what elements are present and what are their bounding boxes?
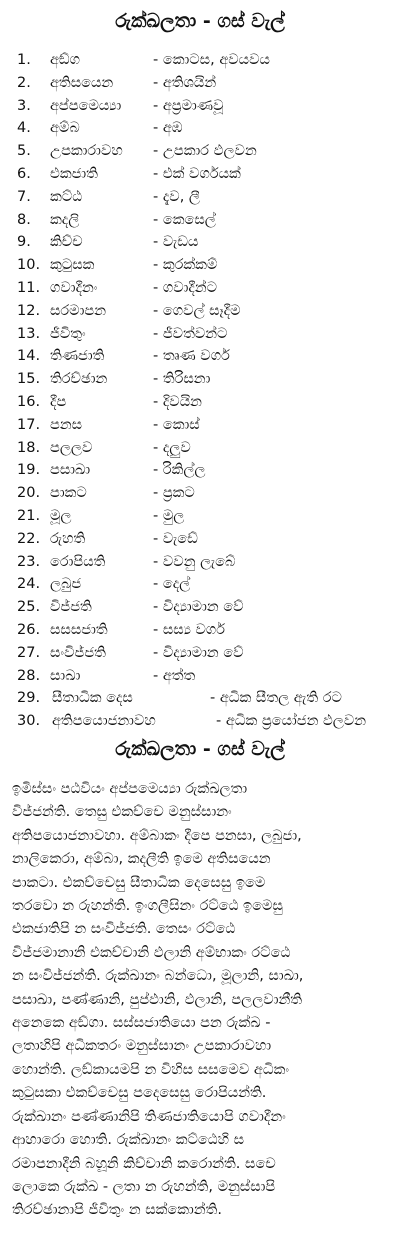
vocab-number: 9. bbox=[17, 234, 31, 251]
vocab-number: 2. bbox=[17, 74, 31, 91]
passage-line: හොන්ති. ලඞ්කායමපි න විහිස සසමෙව අධිකං bbox=[12, 1061, 290, 1078]
vocab-term: කුටුසක bbox=[50, 257, 95, 274]
vocab-number: 29. bbox=[17, 690, 41, 707]
vocab-row bbox=[0, 212, 400, 235]
vocab-row bbox=[0, 417, 400, 440]
vocab-term: අම්බ bbox=[50, 120, 80, 137]
vocab-number: 5. bbox=[17, 143, 31, 160]
vocab-meaning: - ප්‍රකට bbox=[153, 485, 195, 502]
vocab-meaning: - ගවාදීන්ට bbox=[153, 279, 218, 296]
vocabulary-title: රුක්ඛලතා - ගස් වැල් bbox=[115, 10, 285, 32]
vocab-meaning: - විද්‍යාමාන වේ bbox=[153, 599, 244, 616]
vocab-row bbox=[0, 576, 400, 599]
vocab-meaning: - වැඩය bbox=[153, 234, 199, 251]
vocab-term: තිණජාති bbox=[50, 348, 105, 365]
passage-line: පාකටා. එකච්චෙසු සීතාධික දෙසෙසු ඉමෙ bbox=[12, 874, 266, 891]
vocab-row bbox=[0, 98, 400, 121]
vocab-meaning: - ජීවත්වන්ට bbox=[153, 325, 228, 342]
vocab-term: ජීවිතුං bbox=[50, 325, 86, 342]
vocab-term: තිරච්ඡාන bbox=[50, 371, 108, 388]
vocab-meaning: - කොස් bbox=[153, 416, 200, 433]
passage-line: විජ්ජමානානි එකච්චානි ඵලානි අම්භාකං රට්ඨෙ bbox=[12, 944, 291, 961]
passage-line: අනෙකෙ අඞ්ගා. සස්සජාතියො පන රුක්ඛ - bbox=[12, 1015, 271, 1032]
vocab-number: 7. bbox=[17, 188, 31, 205]
vocab-row bbox=[0, 622, 400, 645]
vocab-number: 10. bbox=[17, 257, 41, 274]
vocab-term: විජ්ජති bbox=[50, 599, 92, 616]
vocab-term: උපකාරාවහ bbox=[50, 143, 123, 160]
vocab-number: 13. bbox=[17, 325, 41, 342]
vocab-number: 18. bbox=[17, 439, 41, 456]
vocab-term: පසාඛා bbox=[50, 462, 91, 479]
vocab-row bbox=[0, 394, 400, 417]
vocab-number: 22. bbox=[17, 530, 41, 547]
vocab-number: 1. bbox=[17, 52, 31, 68]
vocab-meaning: - ගෙවල් සෑදීම bbox=[153, 302, 241, 319]
vocab-meaning: - වැඩේ bbox=[153, 530, 198, 547]
vocab-row bbox=[0, 189, 400, 212]
vocab-row bbox=[0, 713, 400, 736]
vocab-meaning: - වවනු ලැබේ bbox=[153, 553, 236, 570]
vocab-term: පලලව bbox=[50, 439, 93, 456]
vocab-term: අතිසයෙන bbox=[50, 74, 114, 91]
passage-line: රමාපනාදීනි බහූනි කිච්චානි කරොන්ති. සචෙ bbox=[12, 1155, 276, 1172]
vocab-row bbox=[0, 485, 400, 508]
passage-title: රුක්ඛලතා - ගස් වැල් bbox=[115, 738, 285, 760]
vocab-meaning: - සස්‍ය වර්ග bbox=[153, 621, 226, 638]
vocab-meaning: - කුරක්කම් bbox=[153, 257, 218, 274]
vocab-term: පනස bbox=[50, 416, 83, 433]
vocab-row bbox=[0, 234, 400, 257]
vocab-number: 17. bbox=[17, 416, 41, 433]
vocab-meaning: - මුල bbox=[153, 507, 185, 524]
vocab-number: 11. bbox=[17, 279, 41, 296]
vocab-row bbox=[0, 508, 400, 531]
vocab-term: අතිපයොජනාවහ bbox=[52, 713, 156, 730]
vocab-number: 8. bbox=[17, 211, 31, 228]
vocab-term: අප්පමෙය්‍යා bbox=[50, 97, 122, 114]
vocab-row bbox=[0, 690, 400, 713]
vocab-row bbox=[0, 645, 400, 668]
vocab-term: රොපියති bbox=[50, 553, 106, 570]
passage-line: එකජාතිපි න සංවිජ්ජති. තෙසං රට්ඨෙ bbox=[12, 921, 236, 938]
vocab-number: 21. bbox=[17, 507, 41, 524]
vocab-term: සංවිජ්ජති bbox=[50, 644, 106, 661]
vocab-number: 14. bbox=[17, 348, 41, 365]
vocab-term: කිච්ච bbox=[50, 234, 83, 251]
vocab-meaning: - කෙසෙල් bbox=[153, 211, 216, 228]
passage-line: කුටුසකා එකච්චෙසු පදෙසෙසු රොපියන්ති. bbox=[12, 1085, 267, 1102]
vocab-number: 6. bbox=[17, 165, 31, 182]
vocab-term: අඞ්ග bbox=[50, 52, 81, 68]
vocab-meaning: - තිරිසනා bbox=[153, 371, 211, 388]
vocab-meaning: - දලුව bbox=[153, 439, 191, 456]
vocab-meaning: - දිවයින bbox=[153, 393, 202, 410]
vocab-term: කදලි bbox=[50, 211, 80, 228]
vocab-number: 23. bbox=[17, 553, 41, 570]
passage-line: නාලිකෙරා, අම්බා, කදලීති ඉමෙ අතිසයෙන bbox=[12, 851, 271, 868]
vocab-term: කට්ඨ bbox=[50, 188, 83, 205]
passage-line: ආහාරො හොති. රුක්ඛානං කට්ඨෙහි ස bbox=[12, 1132, 245, 1149]
passage-line: අතිපයොජනාවහා. අම්බාකං දීපෙ පනසා, ලබුජා, bbox=[12, 827, 302, 844]
vocab-row bbox=[0, 371, 400, 394]
vocab-term: සසසජාති bbox=[50, 621, 108, 638]
vocab-meaning: - දෙල් bbox=[153, 576, 191, 593]
vocab-number: 4. bbox=[17, 120, 31, 137]
vocab-number: 12. bbox=[17, 302, 41, 319]
vocab-number: 19. bbox=[17, 462, 41, 479]
vocab-row bbox=[0, 440, 400, 463]
vocab-meaning: - දැව, ලී bbox=[153, 188, 200, 205]
passage-line: පසාඛා, පණ්ණානි, පුප්ඵානි, ඵලානි, පලලවානීති bbox=[12, 991, 303, 1008]
passage-line: ලොකෙ රුක්ඛ - ලතා න රුහන්ති, මනුස්සාපි bbox=[12, 1178, 276, 1195]
vocab-meaning: - විද්‍යාමාන වේ bbox=[153, 644, 244, 661]
vocab-number: 26. bbox=[17, 621, 41, 638]
passage-line: තරවො න රුහන්ති. ඉංගලීසිනං රට්ඨෙ ඉමෙසු bbox=[12, 898, 283, 915]
vocab-meaning: - රිකිල්ල bbox=[153, 462, 206, 479]
vocab-row bbox=[0, 257, 400, 280]
vocab-number: 15. bbox=[17, 371, 41, 388]
vocab-term: සීතාධික දෙස bbox=[52, 690, 133, 707]
vocab-meaning: - අප්‍රමාණවූ bbox=[153, 97, 224, 114]
passage-line: න සංවිජ්ජන්ති. රුක්ඛානං බන්ධො, මූලානි, සාඛා, bbox=[12, 968, 304, 985]
passage-text bbox=[12, 778, 392, 1223]
vocab-term: රුහති bbox=[50, 530, 86, 547]
vocab-row bbox=[0, 554, 400, 577]
vocab-row bbox=[0, 166, 400, 189]
vocab-row bbox=[0, 143, 400, 166]
vocab-row bbox=[0, 280, 400, 303]
vocab-row bbox=[0, 52, 400, 75]
vocab-term: ලබුජ bbox=[50, 576, 82, 593]
vocab-meaning: - අඹ bbox=[153, 120, 183, 137]
vocab-number: 25. bbox=[17, 599, 41, 616]
vocab-number: 27. bbox=[17, 644, 41, 661]
vocab-term: සරමාපන bbox=[50, 302, 106, 319]
vocab-row bbox=[0, 668, 400, 691]
passage-line: ඉමිස්සං පඨවියං අප්පමෙය්‍යා රුක්ඛලතා bbox=[12, 781, 248, 797]
vocab-number: 16. bbox=[17, 393, 41, 410]
vocab-meaning: - උපකාර ඵලවන bbox=[153, 143, 257, 160]
vocab-row bbox=[0, 599, 400, 622]
vocab-number: 24. bbox=[17, 576, 41, 593]
vocab-meaning: - අධික සීතල ඇති රට bbox=[210, 690, 342, 707]
vocab-row bbox=[0, 462, 400, 485]
vocab-row bbox=[0, 531, 400, 554]
vocab-number: 30. bbox=[17, 713, 41, 730]
vocab-term: දීප bbox=[50, 393, 67, 410]
vocab-meaning: - අතිශයින් bbox=[153, 74, 217, 91]
vocab-meaning: - එක් වර්ගයක් bbox=[153, 165, 241, 182]
vocab-row bbox=[0, 75, 400, 98]
vocab-term: ගවාදීනං bbox=[50, 279, 98, 296]
passage-line: තිරච්ඡානාපි ජීවිතුං න සක්කොන්ති. bbox=[12, 1202, 222, 1219]
vocab-meaning: - අත්ත bbox=[153, 667, 196, 684]
vocab-row bbox=[0, 303, 400, 326]
vocab-term: මූල bbox=[50, 507, 72, 524]
vocab-row bbox=[0, 348, 400, 371]
vocab-term: සාඛා bbox=[50, 667, 81, 684]
vocab-term: එකජාති bbox=[50, 165, 98, 182]
passage-line: රුක්ඛානං පණ්ණානිපි තිණජාතියොපි ගවාදීනං bbox=[12, 1108, 286, 1125]
vocab-meaning: - අධික ප්‍රයෝජන ඵලවන bbox=[216, 713, 367, 730]
vocab-row bbox=[0, 120, 400, 143]
passage-line: ලතාහිපි අධිකතරං මනුස්සානං උපකාරාවහා bbox=[12, 1038, 272, 1055]
vocab-number: 3. bbox=[17, 97, 31, 114]
vocab-meaning: - කොටස, අවයවය bbox=[153, 52, 270, 68]
vocab-number: 20. bbox=[17, 485, 41, 502]
vocabulary-list bbox=[0, 52, 400, 736]
passage-line: විජ්ජන්ති. තෙසු එකච්චෙ මනුස්සානං bbox=[12, 804, 232, 821]
vocab-number: 28. bbox=[17, 667, 41, 684]
vocab-row bbox=[0, 326, 400, 349]
vocab-meaning: - තෘණ වර්ග bbox=[153, 348, 230, 365]
vocab-term: පාකට bbox=[50, 485, 87, 502]
